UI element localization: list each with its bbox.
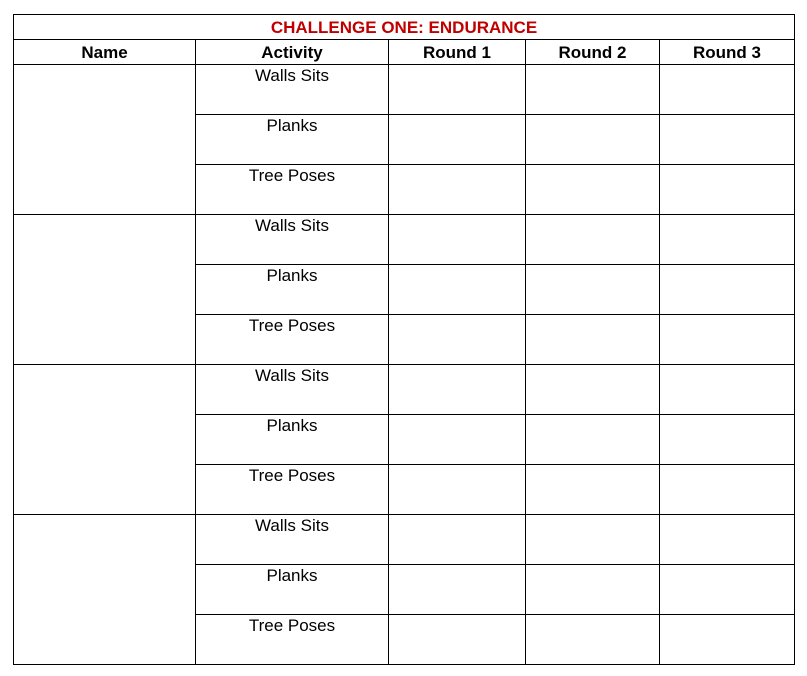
round-3-cell[interactable] bbox=[660, 515, 795, 565]
round-2-cell[interactable] bbox=[526, 365, 660, 415]
round-3-cell[interactable] bbox=[660, 265, 795, 315]
endurance-challenge-table bbox=[13, 14, 795, 665]
round-3-cell[interactable] bbox=[660, 615, 795, 665]
round-2-cell[interactable] bbox=[526, 215, 660, 265]
table-row bbox=[14, 515, 795, 565]
activity-cell: Tree Poses bbox=[196, 315, 389, 365]
activity-cell: Planks bbox=[196, 265, 389, 315]
header-activity: Activity bbox=[196, 40, 389, 65]
round-2-cell[interactable] bbox=[526, 465, 660, 515]
round-1-cell[interactable] bbox=[389, 565, 526, 615]
round-2-cell[interactable] bbox=[526, 165, 660, 215]
round-1-cell[interactable] bbox=[389, 165, 526, 215]
header-round-2: Round 2 bbox=[526, 40, 660, 65]
participant-name-cell[interactable] bbox=[14, 215, 196, 365]
round-1-cell[interactable] bbox=[389, 115, 526, 165]
activity-cell: Walls Sits bbox=[196, 515, 389, 565]
challenge-title: CHALLENGE ONE: ENDURANCE bbox=[14, 15, 795, 40]
title-row bbox=[14, 15, 795, 40]
round-3-cell[interactable] bbox=[660, 465, 795, 515]
round-1-cell[interactable] bbox=[389, 365, 526, 415]
participant-name-cell[interactable] bbox=[14, 515, 196, 665]
round-3-cell[interactable] bbox=[660, 115, 795, 165]
activity-cell: Planks bbox=[196, 415, 389, 465]
round-1-cell[interactable] bbox=[389, 615, 526, 665]
activity-cell: Tree Poses bbox=[196, 165, 389, 215]
table-row bbox=[14, 365, 795, 415]
activity-cell: Walls Sits bbox=[196, 365, 389, 415]
round-2-cell[interactable] bbox=[526, 415, 660, 465]
round-3-cell[interactable] bbox=[660, 65, 795, 115]
activity-cell: Planks bbox=[196, 115, 389, 165]
activity-cell: Tree Poses bbox=[196, 615, 389, 665]
participant-name-cell[interactable] bbox=[14, 65, 196, 215]
round-2-cell[interactable] bbox=[526, 615, 660, 665]
round-2-cell[interactable] bbox=[526, 115, 660, 165]
header-round-3: Round 3 bbox=[660, 40, 795, 65]
header-name: Name bbox=[14, 40, 196, 65]
round-3-cell[interactable] bbox=[660, 415, 795, 465]
activity-cell: Tree Poses bbox=[196, 465, 389, 515]
table-row bbox=[14, 65, 795, 115]
header-round-1: Round 1 bbox=[389, 40, 526, 65]
round-1-cell[interactable] bbox=[389, 315, 526, 365]
round-1-cell[interactable] bbox=[389, 65, 526, 115]
activity-cell: Planks bbox=[196, 565, 389, 615]
round-1-cell[interactable] bbox=[389, 415, 526, 465]
round-1-cell[interactable] bbox=[389, 215, 526, 265]
round-3-cell[interactable] bbox=[660, 165, 795, 215]
header-row bbox=[14, 40, 795, 65]
round-3-cell[interactable] bbox=[660, 565, 795, 615]
round-1-cell[interactable] bbox=[389, 265, 526, 315]
round-3-cell[interactable] bbox=[660, 365, 795, 415]
round-2-cell[interactable] bbox=[526, 315, 660, 365]
round-2-cell[interactable] bbox=[526, 65, 660, 115]
round-1-cell[interactable] bbox=[389, 465, 526, 515]
activity-cell: Walls Sits bbox=[196, 215, 389, 265]
table-row bbox=[14, 215, 795, 265]
round-2-cell[interactable] bbox=[526, 565, 660, 615]
round-2-cell[interactable] bbox=[526, 515, 660, 565]
round-3-cell[interactable] bbox=[660, 315, 795, 365]
round-3-cell[interactable] bbox=[660, 215, 795, 265]
round-1-cell[interactable] bbox=[389, 515, 526, 565]
activity-cell: Walls Sits bbox=[196, 65, 389, 115]
round-2-cell[interactable] bbox=[526, 265, 660, 315]
participant-name-cell[interactable] bbox=[14, 365, 196, 515]
